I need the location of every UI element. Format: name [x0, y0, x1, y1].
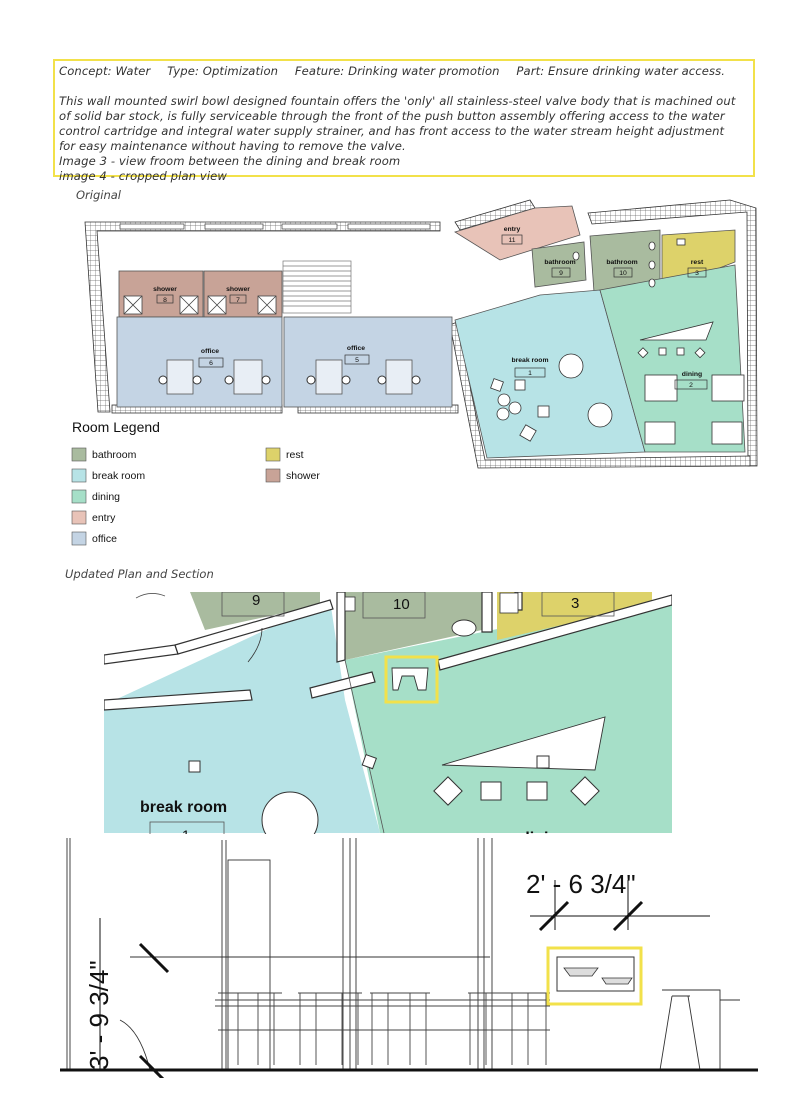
- entry-number: 11: [508, 237, 516, 244]
- rest-label: rest: [690, 259, 704, 266]
- shower-7-number: 7: [236, 297, 240, 304]
- updated-caption: Updated Plan and Section: [65, 567, 214, 581]
- office-6-label: office: [200, 348, 220, 355]
- fountain-width-dimension: 2' - 6 3/4": [526, 869, 636, 899]
- zoom-dining-label: dini: [520, 830, 549, 847]
- original-floor-plan: [85, 200, 757, 468]
- zoom-room-3-number: 3: [571, 595, 580, 612]
- legend-label: entry: [92, 512, 116, 524]
- part-label: Part: Ensure drinking water access.: [516, 64, 726, 78]
- legend-swatch: [266, 469, 280, 482]
- legend-swatch: [72, 469, 86, 482]
- zoom-break-room-label: break room: [140, 799, 228, 816]
- shower-8-label: shower: [153, 286, 177, 293]
- updated-floor-plan: [104, 592, 672, 848]
- bathroom-10-label: bathroom: [606, 259, 638, 266]
- toilet-icon: [452, 620, 476, 636]
- legend-label: bathroom: [92, 449, 137, 461]
- description-line: for easy maintenance without having to remove the valve.: [59, 139, 406, 153]
- zoom-room-10-number: 10: [393, 596, 410, 613]
- bathroom-10-number: 10: [619, 270, 627, 277]
- legend-swatch: [72, 532, 86, 545]
- feature-label: Feature: Drinking water promotion: [294, 64, 500, 78]
- legend-label: rest: [286, 449, 304, 461]
- original-caption: Original: [76, 188, 122, 202]
- bathroom-9-label: bathroom: [544, 259, 576, 266]
- fountain-height-dimension: 3' - 9 3/4": [84, 960, 114, 1070]
- office-5-number: 5: [355, 357, 359, 364]
- break-room-number: 1: [528, 370, 532, 377]
- dining-chairs-section: [215, 993, 550, 1065]
- description-line: of solid bar stock, is fully serviceable through the front of the push button assembly offering access to the water: [59, 109, 725, 123]
- dining-label: dining: [681, 371, 703, 378]
- room-legend: [72, 419, 320, 545]
- room-office-5: [284, 317, 452, 407]
- image-note: Image 3 - view froom between the dining and break room: [59, 154, 401, 168]
- description-line: This wall mounted swirl bowl designed fountain offers the 'only' all stainless-steel valve body that is machined out: [59, 94, 736, 108]
- shower-8-number: 8: [163, 297, 167, 304]
- legend-swatch: [266, 448, 280, 461]
- legend-label: shower: [286, 470, 320, 482]
- image-note: image 4 - cropped plan view: [59, 169, 227, 183]
- shower-7-label: shower: [226, 286, 250, 293]
- concept-label: Concept: Water: [59, 64, 151, 78]
- bathroom-9-number: 9: [559, 270, 563, 277]
- legend-label: dining: [92, 491, 121, 503]
- legend-title: Room Legend: [72, 419, 160, 435]
- legend-label: office: [92, 533, 117, 545]
- drinking-fountain-section-icon: [548, 948, 641, 1004]
- legend-swatch: [72, 448, 86, 461]
- entry-label: entry: [503, 226, 521, 233]
- stairs: [283, 261, 351, 313]
- dining-number: 2: [689, 382, 693, 389]
- legend-swatch: [72, 511, 86, 524]
- type-label: Type: Optimization: [167, 64, 279, 78]
- office-6-number: 6: [209, 360, 213, 367]
- section-elevation: [60, 838, 758, 1084]
- break-room-label: break room: [511, 357, 549, 364]
- zoom-room-9-number: 9: [252, 592, 261, 609]
- office-5-label: office: [346, 345, 366, 352]
- legend-swatch: [72, 490, 86, 503]
- legend-label: break room: [92, 470, 146, 482]
- description-line: control cartridge and integral water supply strainer, and has front access to the water stream height adjustment: [59, 124, 725, 138]
- zoom-break-room-number: 1: [182, 827, 190, 843]
- rest-number: 3: [695, 270, 699, 277]
